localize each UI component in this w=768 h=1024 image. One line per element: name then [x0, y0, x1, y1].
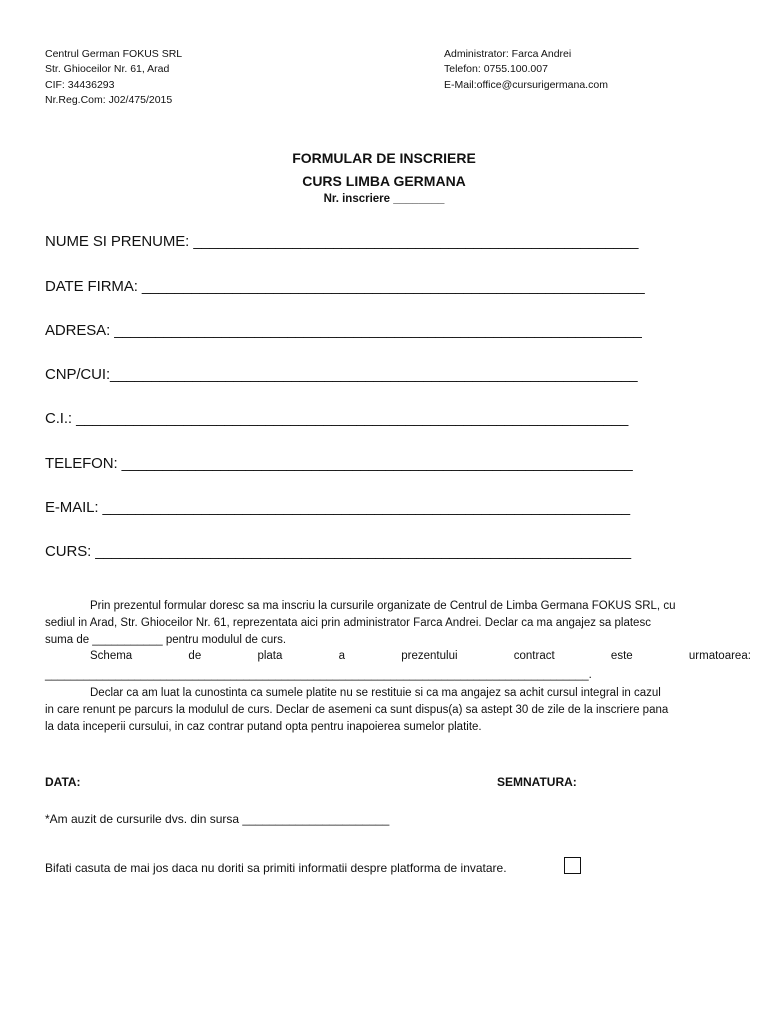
field-course[interactable]: CURS: _________________________________________________________________ [45, 543, 631, 560]
schema-word: de [188, 650, 202, 662]
schema-word: plata [257, 650, 283, 662]
field-cnp-cui[interactable]: CNP/CUI:________________________________________________________________ [45, 366, 638, 383]
form-subtitle: CURS LIMBA GERMANA [302, 173, 466, 189]
company-info [45, 47, 182, 108]
date-label: DATA: [45, 775, 81, 789]
paragraph2-line1: Declar ca am luat la cunostinta ca sumele platite nu se restituie si ca ma angajez sa achit cursul integral in cazul [90, 687, 661, 699]
administrator: Administrator: Farca Andrei [444, 48, 572, 60]
paragraph1-line3: suma de ___________ pentru modulul de curs. [45, 634, 287, 646]
company-name: Centrul German FOKUS SRL [45, 48, 183, 60]
field-name[interactable]: NUME SI PRENUME: ______________________________________________________ [45, 233, 639, 250]
schema-word: a [338, 650, 346, 662]
source-line[interactable]: *Am auzit de cursurile dvs. din sursa ______________________ [45, 812, 390, 826]
registration-number: Nr. inscriere ________ [323, 193, 445, 205]
company-reg-number: Nr.Reg.Com: J02/475/2015 [45, 93, 173, 106]
company-address: Str. Ghioceilor Nr. 61, Arad [45, 63, 170, 76]
field-phone[interactable]: TELEFON: ______________________________________________________________ [45, 455, 633, 472]
schema-word: urmatoarea: [688, 650, 751, 662]
schema-word: prezentului [401, 650, 458, 662]
form-title: FORMULAR DE INSCRIERE [292, 150, 476, 166]
field-email[interactable]: E-MAIL: ________________________________________________________________ [45, 499, 631, 516]
phone: Telefon: 0755.100.007 [444, 63, 548, 76]
paragraph2-line3: la data inceperii cursului, in caz contrar putand opta pentru inapoierea sumelor platite. [45, 721, 482, 733]
schema-word: Schema [90, 650, 133, 662]
schema-word: este [610, 650, 633, 662]
schema-blank[interactable]: _____________________________________________________________________________________. [45, 669, 592, 681]
contact-info [444, 47, 608, 93]
paragraph2-line2: in care renunt pe parcurs la modulul de curs. Declar de asemeni ca sunt dispus(a) sa astept 30 de zile de la inscriere pana [45, 704, 669, 716]
schema-line [90, 650, 751, 662]
paragraph1-line2: sediul in Arad, Str. Ghioceilor Nr. 61, reprezentata aici prin administrator Farca Andrei. Declar ca ma angajez sa platesc [45, 617, 651, 629]
field-company[interactable]: DATE FIRMA: _____________________________________________________________ [45, 278, 645, 295]
field-address[interactable]: ADRESA: ________________________________________________________________ [45, 322, 642, 339]
email: E-Mail:office@cursurigermana.com [444, 78, 608, 91]
opt-out-checkbox[interactable] [564, 857, 581, 874]
schema-word: contract [513, 650, 555, 662]
field-ci[interactable]: C.I.: ___________________________________________________________________ [45, 410, 629, 427]
company-cif: CIF: 34436293 [45, 78, 115, 91]
signature-label: SEMNATURA: [497, 775, 577, 789]
paragraph1-line1: Prin prezentul formular doresc sa ma inscriu la cursurile organizate de Centrul de Limba Germana FOKUS SRL, cu [90, 600, 676, 612]
checkbox-instruction: Bifati casuta de mai jos daca nu doriti sa primiti informatii despre platforma de invatare. [45, 861, 507, 875]
